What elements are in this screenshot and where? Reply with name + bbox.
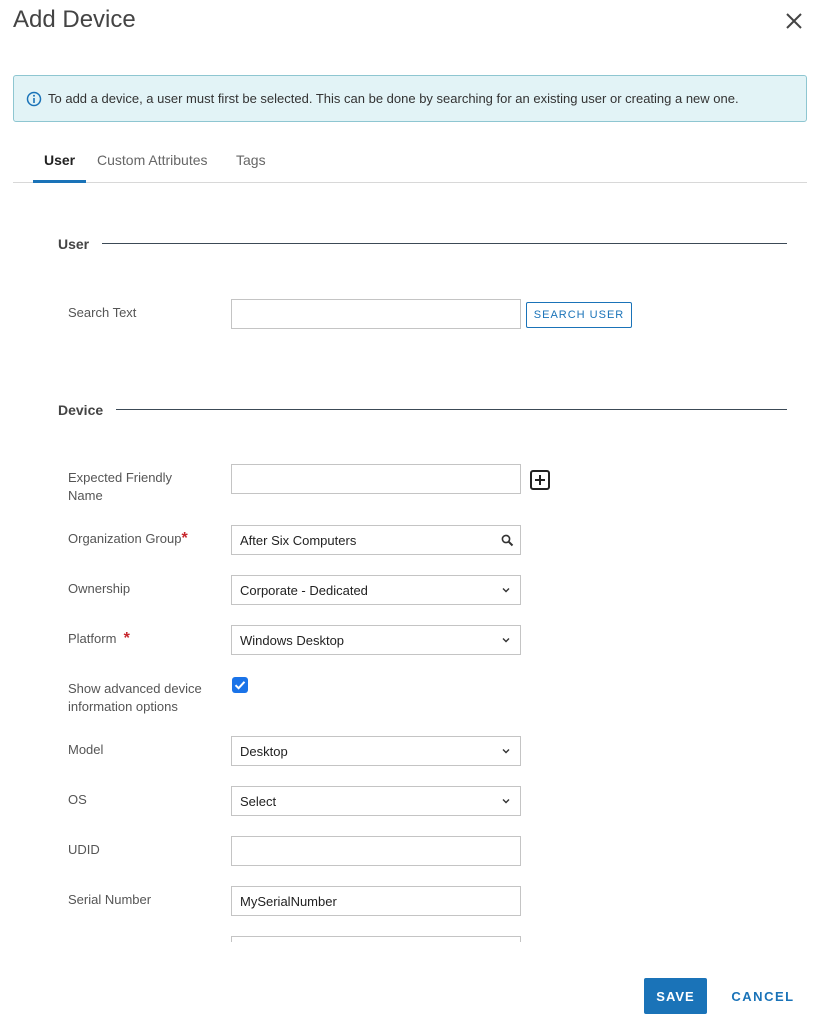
os-label: OS [68,792,87,807]
add-lookup-icon[interactable] [530,470,550,490]
checkmark-icon [232,677,248,693]
info-text: To add a device, a user must first be selected. This can be done by searching for an existing user or creating a new one. [48,91,739,106]
tab-user[interactable]: User [33,152,86,183]
model-label: Model [68,742,104,757]
friendly-name-label: Expected Friendly Name [68,470,173,503]
cancel-button[interactable]: CANCEL [731,988,795,1004]
platform-label [68,630,130,648]
advanced-options-checkbox[interactable] [232,677,248,693]
platform-label-text: Platform [68,631,117,646]
org-group-label [68,530,188,548]
info-banner [13,75,807,122]
model-value: Desktop [240,743,288,759]
udid-input[interactable] [231,836,521,866]
ownership-value: Corporate - Dedicated [240,582,368,598]
org-group-label-text: Organization Group [68,531,182,546]
tab-custom-attributes[interactable]: Custom Attributes [97,152,208,168]
chevron-down-icon [502,797,510,805]
save-button[interactable]: SAVE [644,978,707,1014]
info-icon [26,91,42,107]
chevron-down-icon [502,636,510,644]
user-section-heading: User [58,236,90,252]
required-marker: * [123,630,130,647]
platform-value: Windows Desktop [240,632,345,648]
udid-label: UDID [68,842,100,857]
device-section-divider [116,409,787,410]
os-select[interactable] [231,786,521,816]
tab-tags[interactable]: Tags [236,152,266,168]
chevron-down-icon [502,586,510,594]
search-text-input[interactable] [231,299,521,329]
ownership-label: Ownership [68,581,131,596]
search-text-label: Search Text [68,305,137,320]
os-value: Select [240,793,277,809]
close-icon[interactable] [782,9,806,33]
serial-number-label: Serial Number [68,892,152,907]
org-group-field[interactable] [231,525,521,555]
chevron-down-icon [502,747,510,755]
model-select[interactable] [231,736,521,766]
dialog-title: Add Device [13,6,136,33]
required-marker: * [181,530,188,547]
next-field-partial[interactable] [231,936,521,942]
search-user-button[interactable]: SEARCH USER [526,302,632,328]
user-section-divider [102,243,787,244]
serial-number-input[interactable] [231,886,521,916]
org-group-value: After Six Computers [240,532,357,548]
platform-select[interactable] [231,625,521,655]
ownership-select[interactable] [231,575,521,605]
device-section-heading: Device [58,402,104,418]
search-icon[interactable] [501,534,514,547]
tab-bar [13,143,807,183]
advanced-options-label: Show advanced device information options [68,681,202,714]
friendly-name-input[interactable] [231,464,521,494]
